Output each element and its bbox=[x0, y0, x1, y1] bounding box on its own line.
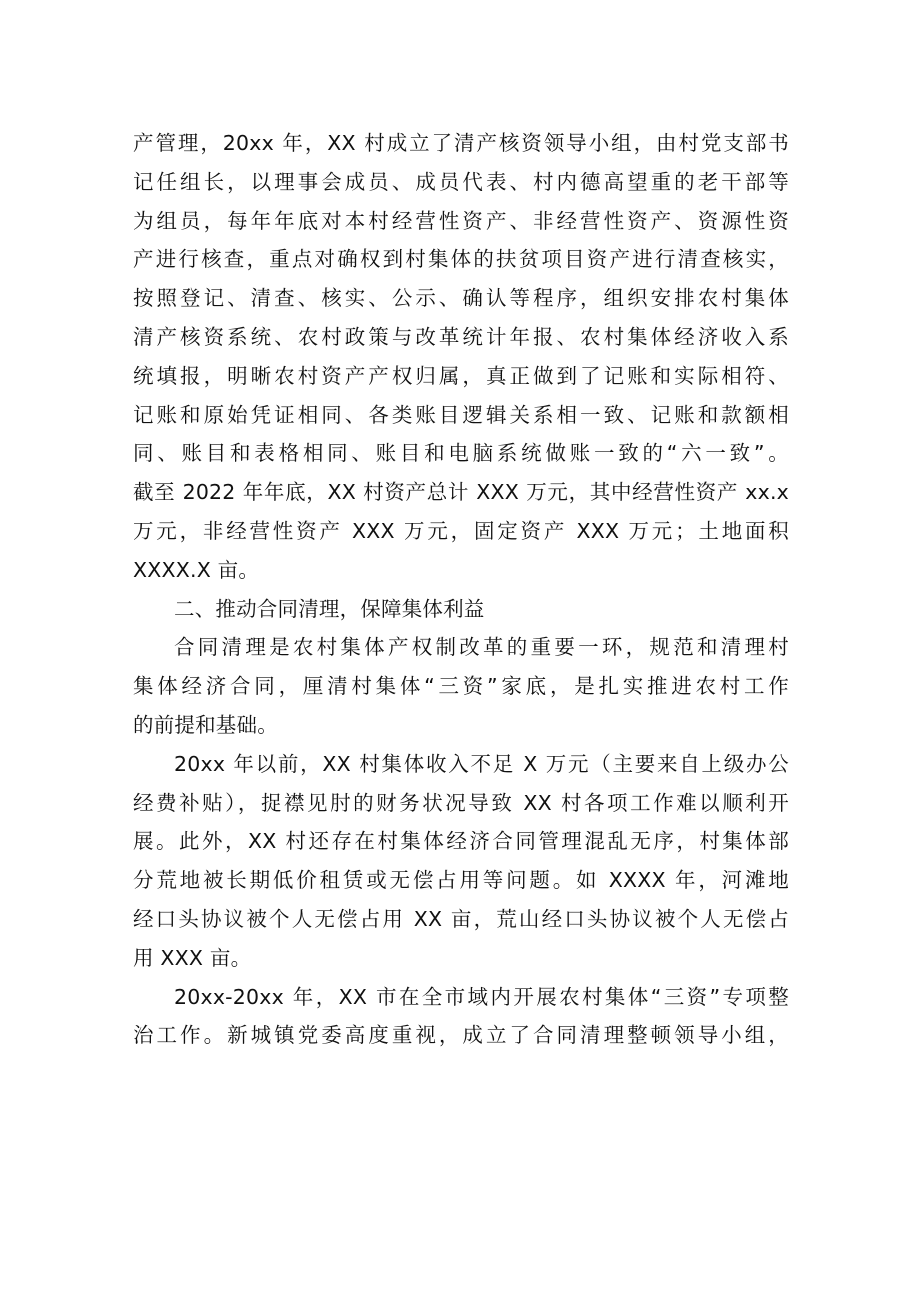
text-line: 为组员，每年年底对本村经营性资产、非经营性资产、资源性资 bbox=[133, 208, 789, 233]
text-line: 用 XXX 亩。 bbox=[133, 945, 252, 970]
paragraph-special-rectification bbox=[133, 978, 789, 1056]
paragraph-village-history bbox=[133, 745, 789, 978]
paragraph-contract-cleanup-intro bbox=[133, 628, 789, 744]
paragraph-asset-verification bbox=[133, 124, 789, 590]
text-line: 万元，非经营性资产 XXX 万元，固定资产 XXX 万元；土地面积 bbox=[133, 518, 789, 543]
text-line: 产进行核查，重点对确权到村集体的扶贫项目资产进行清查核实， bbox=[133, 247, 789, 272]
text-line: 按照登记、清查、核实、公示、确认等程序，组织安排农村集体 bbox=[133, 286, 789, 311]
text-line: 展。此外，XX 村还存在村集体经济合同管理混乱无序，村集体部 bbox=[133, 829, 789, 854]
section-heading bbox=[133, 590, 789, 629]
text-line: 经口头协议被个人无偿占用 XX 亩，荒山经口头协议被个人无偿占 bbox=[133, 906, 789, 931]
text-line: 分荒地被长期低价租赁或无偿占用等问题。如 XXXX 年，河滩地 bbox=[133, 868, 789, 893]
heading-text: 二、推动合同清理，保障集体利益 bbox=[174, 596, 485, 621]
text-line: 集体经济合同，厘清村集体“三资”家底，是扎实推进农村工作 bbox=[133, 674, 789, 699]
text-line: 记任组长，以理事会成员、成员代表、村内德高望重的老干部等 bbox=[133, 169, 789, 194]
text-line: 统填报，明晰农村资产产权归属，真正做到了记账和实际相符、 bbox=[133, 363, 789, 388]
text-line: 20xx-20xx 年，XX 市在全市域内开展农村集体“三资”专项整 bbox=[174, 984, 789, 1009]
document-body bbox=[133, 124, 789, 1055]
text-line: 的前提和基础。 bbox=[133, 712, 278, 737]
text-line: 清产核资系统、农村政策与改革统计年报、农村集体经济收入系 bbox=[133, 324, 789, 349]
text-line: XXXX.X 亩。 bbox=[133, 557, 260, 582]
text-line: 截至 2022 年年底，XX 村资产总计 XXX 万元，其中经营性资产 xx.x bbox=[133, 480, 789, 505]
text-line: 产管理，20xx 年，XX 村成立了清产核资领导小组，由村党支部书 bbox=[133, 131, 789, 155]
text-line: 经费补贴），捉襟见肘的财务状况导致 XX 村各项工作难以顺利开 bbox=[133, 790, 789, 815]
text-line: 合同清理是农村集体产权制改革的重要一环，规范和清理村 bbox=[174, 635, 789, 660]
text-line: 20xx 年以前，XX 村集体收入不足 X 万元（主要来自上级办公 bbox=[174, 751, 789, 776]
text-line: 同、账目和表格相同、账目和电脑系统做账一致的“六一致”。 bbox=[133, 441, 789, 466]
text-line: 记账和原始凭证相同、各类账目逻辑关系相一致、记账和款额相 bbox=[133, 402, 789, 427]
text-line: 治工作。新城镇党委高度重视，成立了合同清理整顿领导小组， bbox=[133, 1023, 789, 1048]
